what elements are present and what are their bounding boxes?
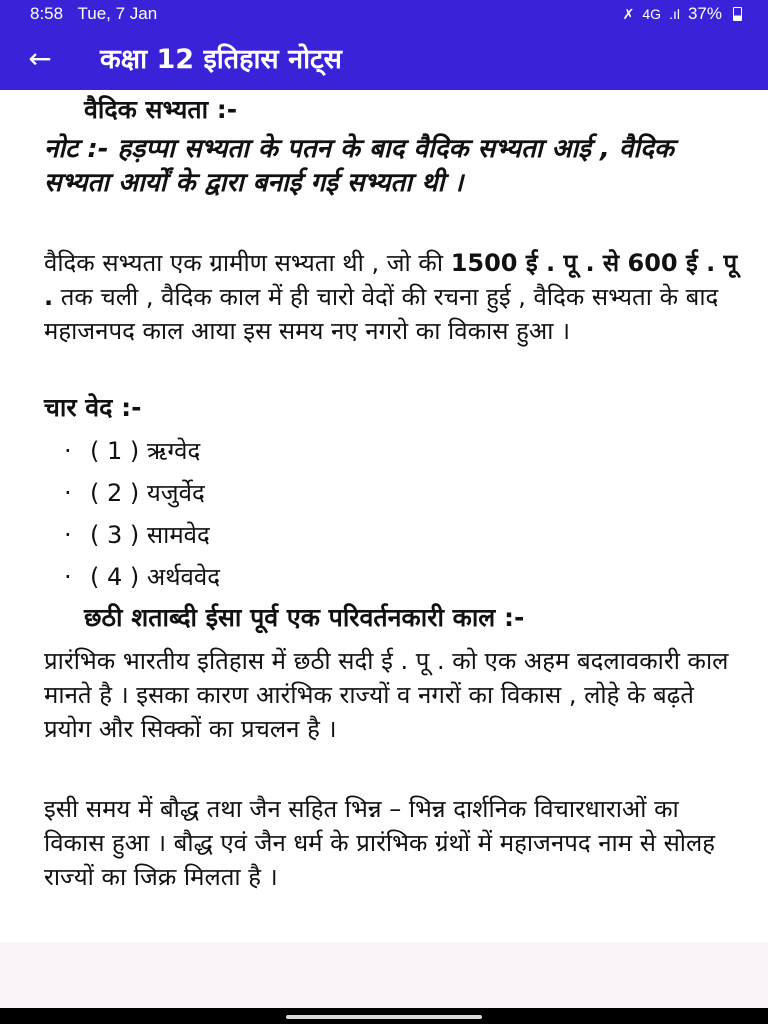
vedic-paragraph [44,246,744,348]
app-bar [0,28,768,90]
status-right [623,4,742,24]
page-title: कक्षा 12 इतिहास नोट्स [100,44,342,75]
four-vedas-heading: चार वेद :- [44,393,142,422]
network-type-icon: 4G [642,6,662,22]
status-date: Tue, 7 Jan [77,4,158,23]
battery-icon [733,7,742,21]
back-arrow-icon: ← [28,42,52,75]
veda-label: ( 4 ) अर्थववेद [90,563,220,591]
home-gesture-handle[interactable] [286,1015,482,1019]
list-item [64,472,220,514]
bullet: · [64,521,72,549]
status-time: 8:58 [30,4,64,23]
list-item [64,430,220,472]
vedic-paragraph-part2: तक चली , वैदिक काल में ही चारो वेदों की रचना हुई , वैदिक सभ्यता के बाद महाजनपद काल आया इस समय नए नगरो का विकास हुआ । [44,283,719,345]
vedic-paragraph-part1: वैदिक सभ्यता एक ग्रामीण सभ्यता थी , जो की [44,249,451,277]
sixth-century-heading: छठी शताब्दी ईसा पूर्व एक परिवर्तनकारी काल :- [84,603,525,632]
mute-icon: ✗ [622,5,635,22]
list-item [64,514,220,556]
system-nav-bar [0,1008,768,1024]
list-item [64,556,220,598]
vedas-list [64,430,220,598]
vedic-civilization-heading: वैदिक सभ्यता :- [84,95,238,124]
bullet: · [64,437,72,465]
status-bar [0,0,768,28]
status-left [30,4,167,24]
notes-content[interactable] [0,90,768,942]
philosophy-paragraph: इसी समय में बौद्ध तथा जैन सहित भिन्न – भिन्न दार्शनिक विचारधाराओं का विकास हुआ । बौद्ध एवं जैन धर्म के प्रारंभिक ग्रंथों में महाजनपद नाम से सोलह राज्यों का जिक्र मिलता है । [44,795,716,891]
sixth-century-paragraph: प्रारंभिक भारतीय इतिहास में छठी सदी ई . पू . को एक अहम बदलावकारी काल मानते है । इसका कारण आरंभिक राज्यों व नगरों का विकास , लोहे के बढ़ते प्रयोग और सिक्कों का प्रचलन है । [44,647,729,743]
veda-label: ( 2 ) यजुर्वेद [90,479,205,507]
battery-percent: 37% [687,4,722,23]
back-button[interactable] [20,40,60,78]
note-text: नोट :- हड़प्पा सभ्यता के पतन के बाद वैदिक सभ्यता आई , वैदिक सभ्यता आर्यों के द्वारा बनाई गई सभ्यता थी । [44,134,674,198]
bullet: · [64,563,72,591]
veda-label: ( 3 ) सामवेद [90,521,210,549]
vedic-date-range: 1500 ई . पू . से 600 ई . पू . [44,249,738,311]
bullet: · [64,479,72,507]
bottom-spacer [0,942,768,1008]
veda-label: ( 1 ) ऋग्वेद [90,437,201,465]
signal-icon: .ıl [669,6,680,22]
